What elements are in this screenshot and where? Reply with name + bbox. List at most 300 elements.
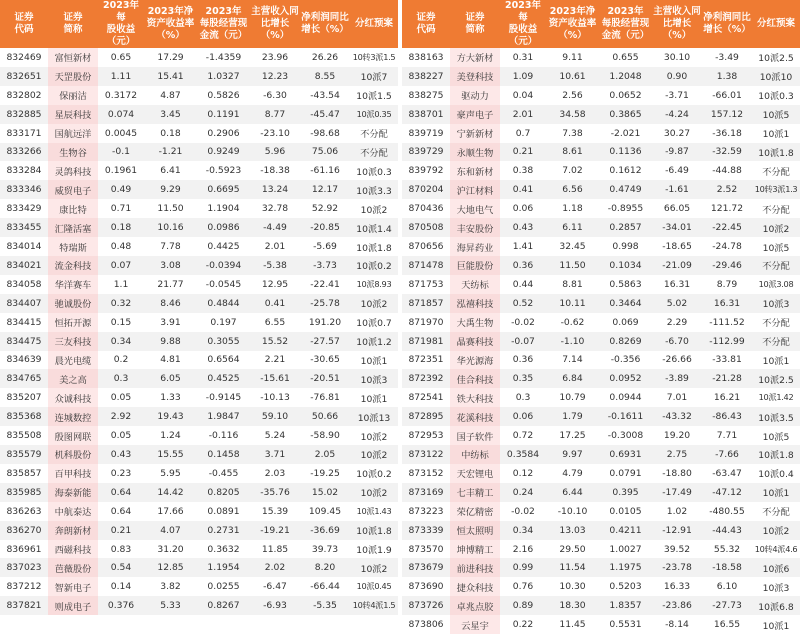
cell-eps: 0.3 (515, 392, 531, 404)
cell-cash-flow: 0.0952 (599, 369, 652, 388)
cell-roe: 12.85 (144, 558, 197, 577)
cell-profit-growth: -18.58 (702, 558, 752, 577)
cell-revenue-growth: -10.13 (260, 392, 290, 404)
cell-cash-flow: 0.0652 (609, 89, 642, 101)
cell-eps: 0.71 (110, 203, 132, 215)
column-header-profit-growth (702, 0, 752, 48)
cell-roe: 13.03 (546, 521, 599, 540)
cell-profit-growth: -44.88 (712, 165, 742, 177)
cell-roe: 3.45 (144, 105, 197, 124)
cell-revenue-growth: -8.14 (665, 619, 689, 631)
cell-revenue-growth: 23.96 (261, 51, 289, 63)
cell-profit-growth: 16.31 (702, 294, 752, 313)
cell-code: 833284 (6, 165, 42, 177)
table-row (402, 558, 800, 577)
cell-roe: 29.50 (559, 543, 586, 555)
cell-profit-growth: -63.47 (712, 467, 742, 479)
cell-cash-flow: 0.4211 (599, 521, 652, 540)
cell-dividend-plan: 10派3 (752, 294, 800, 313)
cell-code: 832802 (6, 89, 42, 101)
cell-dividend-plan: 10派1.43 (356, 505, 392, 516)
cell-cash-flow: -0.8955 (607, 203, 644, 215)
cell-cash-flow: 0.5203 (609, 581, 642, 593)
cell-profit-growth: 7.71 (716, 430, 738, 442)
cell-profit-growth: 39.73 (311, 543, 339, 555)
cell-name: 华光源海 (450, 351, 500, 370)
column-header-line: 金流（元） (601, 30, 650, 41)
cell-code: 873806 (408, 619, 444, 631)
cell-roe: 3.82 (160, 581, 181, 593)
cell-profit-growth: 6.10 (716, 581, 738, 593)
table-row (402, 256, 800, 275)
cell-profit-growth: -30.65 (310, 354, 340, 366)
cell-eps: 0.05 (110, 392, 132, 404)
cell-eps: 1.11 (98, 67, 144, 86)
cell-roe: 10.79 (559, 392, 586, 404)
cell-cash-flow: 0.8205 (197, 483, 250, 502)
cell-dividend-plan: 10派2 (360, 431, 388, 443)
cell-code: 834475 (0, 332, 48, 351)
cell-eps: 0.54 (98, 558, 144, 577)
cell-code: 870508 (402, 218, 450, 237)
cell-revenue-growth: 16.31 (663, 278, 691, 290)
column-header-line: 2023年 (205, 6, 242, 17)
cell-profit-growth: -76.81 (310, 392, 340, 404)
cell-code: 836263 (6, 505, 42, 517)
cell-revenue-growth: -19.21 (250, 521, 300, 540)
cell-name: 永顺生物 (450, 143, 500, 162)
cell-name: 天罡股份 (48, 67, 98, 86)
cell-name: 捷众科技 (450, 577, 500, 596)
cell-roe: 6.11 (546, 218, 599, 237)
cell-dividend-plan: 10派0.3 (758, 91, 794, 103)
table-row (402, 180, 800, 199)
cell-dividend-plan: 10派1.8 (356, 242, 392, 254)
cell-profit-growth: -36.69 (300, 521, 350, 540)
table-row (402, 161, 800, 180)
cell-revenue-growth: -6.47 (263, 581, 287, 593)
cell-dividend-plan: 10派1 (762, 355, 790, 367)
cell-cash-flow: -0.1611 (599, 407, 652, 426)
table-header-row (402, 0, 800, 48)
cell-revenue-growth: -6.93 (250, 596, 300, 615)
cell-profit-growth: 8.55 (300, 67, 350, 86)
table-row (0, 369, 398, 388)
cell-roe: 2.56 (562, 89, 583, 101)
cell-code: 873169 (402, 483, 450, 502)
cell-name: 西磁科技 (48, 540, 98, 559)
column-header-line: （%） (662, 30, 692, 41)
cell-roe: 9.29 (144, 180, 197, 199)
cell-roe: 1.33 (160, 392, 181, 404)
cell-eps: 0.52 (500, 294, 546, 313)
cell-cash-flow: -0.0545 (205, 278, 242, 290)
column-header-profit-growth (300, 0, 350, 48)
cell-code: 872392 (402, 369, 450, 388)
cell-revenue-growth: 3.71 (250, 445, 300, 464)
cell-code: 834021 (0, 256, 48, 275)
cell-eps: 0.3584 (500, 445, 546, 464)
cell-name: 保丽洁 (48, 86, 98, 105)
cell-revenue-growth: -3.89 (652, 369, 702, 388)
column-header-line: （元） (508, 36, 538, 47)
column-header-line: 股收益 (508, 24, 538, 35)
cell-profit-growth: 55.32 (713, 543, 741, 555)
cell-profit-growth: -66.44 (310, 581, 340, 593)
table-row (402, 275, 800, 294)
cell-code: 870656 (408, 241, 444, 253)
cell-eps: 0.76 (512, 581, 534, 593)
cell-roe: 11.50 (157, 203, 184, 215)
cell-name: 百甲科技 (48, 464, 98, 483)
table-row (402, 313, 800, 332)
cell-eps: 0.21 (98, 521, 144, 540)
cell-roe: 31.20 (157, 543, 184, 555)
cell-profit-growth: -27.57 (300, 332, 350, 351)
cell-profit-growth: 52.92 (311, 203, 339, 215)
cell-cash-flow: 0.4525 (197, 369, 250, 388)
table-row (0, 313, 398, 332)
cell-code: 872351 (408, 354, 444, 366)
column-header-cash-flow (197, 0, 250, 48)
cell-roe: 8.81 (562, 278, 583, 290)
cell-code: 872953 (408, 430, 444, 442)
cell-name: 晶赛科技 (450, 332, 500, 351)
table-row (0, 161, 398, 180)
cell-revenue-growth: 30.10 (663, 51, 691, 63)
table-row (0, 48, 398, 67)
cell-roe: 32.45 (559, 241, 586, 253)
cell-revenue-growth: 5.24 (264, 430, 286, 442)
cell-roe: 1.18 (562, 203, 583, 215)
cell-cash-flow: 0.5826 (207, 89, 240, 101)
cell-roe: 3.08 (144, 256, 197, 275)
cell-roe: 10.11 (546, 294, 599, 313)
column-header-line: 代码 (416, 24, 436, 35)
cell-code: 872895 (402, 407, 450, 426)
cell-name: 铁大科技 (450, 388, 500, 407)
cell-roe: 4.81 (160, 354, 181, 366)
table-row (402, 351, 800, 370)
cell-eps: 0.3 (98, 369, 144, 388)
cell-name: 国航远洋 (48, 124, 98, 143)
cell-revenue-growth: -6.30 (263, 89, 287, 101)
cell-eps: 0.35 (500, 369, 546, 388)
cell-code: 832885 (0, 105, 48, 124)
cell-dividend-plan: 10派1 (762, 620, 790, 632)
cell-code: 834014 (6, 241, 42, 253)
column-header-line: 分红预案 (354, 18, 393, 29)
cell-name: 美登科技 (450, 67, 500, 86)
cell-dividend-plan: 10派0.7 (356, 318, 392, 330)
cell-dividend-plan: 10派1.2 (350, 332, 398, 351)
table-row (402, 67, 800, 86)
cell-profit-growth: -27.73 (702, 596, 752, 615)
cell-eps: 0.36 (512, 354, 534, 366)
column-header-eps (500, 0, 546, 48)
cell-revenue-growth: 11.85 (261, 543, 289, 555)
cell-name: 特瑞斯 (48, 237, 98, 256)
table-row (0, 540, 398, 559)
cell-eps: 0.0045 (104, 127, 138, 139)
cell-name: 芭薇股份 (48, 558, 98, 577)
cell-code: 837821 (0, 596, 48, 615)
cell-cash-flow: 0.5863 (609, 278, 642, 290)
cell-revenue-growth: -18.38 (260, 165, 290, 177)
cell-profit-growth: -61.16 (310, 165, 340, 177)
cell-code: 870204 (402, 180, 450, 199)
table-row (402, 445, 800, 464)
column-header-line: 简称 (465, 24, 485, 35)
table-row (0, 577, 398, 596)
cell-eps: 0.05 (110, 430, 132, 442)
table-row (0, 275, 398, 294)
cell-eps: 0.65 (110, 51, 132, 63)
cell-roe: 17.66 (157, 505, 184, 517)
cell-profit-growth: 2.52 (702, 180, 752, 199)
cell-name: 威贸电子 (48, 180, 98, 199)
cell-cash-flow: 0.9249 (197, 143, 250, 162)
cell-revenue-growth: -1.61 (652, 180, 702, 199)
cell-roe: 7.38 (562, 127, 583, 139)
column-header-name (450, 0, 500, 48)
cell-eps: 0.44 (512, 278, 534, 290)
cell-dividend-plan: 10派1.8 (350, 521, 398, 540)
cell-revenue-growth: -6.49 (665, 165, 689, 177)
cell-eps: 0.34 (500, 521, 546, 540)
cell-roe: 11.45 (559, 619, 586, 631)
cell-name: 连城数控 (48, 407, 98, 426)
cell-cash-flow: 1.1975 (599, 558, 652, 577)
cell-eps: -0.02 (511, 316, 535, 328)
cell-profit-growth: -7.66 (702, 445, 752, 464)
cell-code: 873679 (402, 558, 450, 577)
table-row (0, 351, 398, 370)
cell-cash-flow: -0.455 (208, 467, 239, 479)
table-row (0, 67, 398, 86)
cell-eps: 0.83 (110, 543, 132, 555)
cell-eps: 0.48 (110, 241, 132, 253)
cell-dividend-plan: 10派1 (360, 393, 388, 405)
table-row (0, 483, 398, 502)
cell-dividend-plan: 10派2 (350, 294, 398, 313)
column-header-code (402, 0, 450, 48)
cell-code: 873726 (402, 596, 450, 615)
cell-profit-growth: -3.73 (300, 256, 350, 275)
table-row (402, 369, 800, 388)
cell-eps: 1.09 (500, 67, 546, 86)
cell-cash-flow: 0.069 (612, 316, 639, 328)
cell-code: 872541 (408, 392, 444, 404)
cell-roe: 34.58 (546, 105, 599, 124)
column-header-line: 主营收入同 (251, 6, 299, 17)
column-header-line: 主营收入同 (653, 6, 701, 17)
cell-profit-growth: -86.43 (702, 407, 752, 426)
cell-dividend-plan: 10派5 (762, 242, 790, 254)
cell-roe: 7.14 (562, 354, 583, 366)
cell-name: 则成电子 (48, 596, 98, 615)
dividend-table-left (0, 0, 398, 615)
cell-revenue-growth: -21.09 (652, 256, 702, 275)
cell-dividend-plan: 10转3派1.3 (752, 180, 800, 199)
cell-roe: 4.79 (562, 467, 583, 479)
cell-cash-flow: 1.0327 (197, 67, 250, 86)
cell-roe: 9.11 (562, 51, 583, 63)
table-row (0, 332, 398, 351)
cell-profit-growth: -20.51 (300, 369, 350, 388)
cell-eps: 0.15 (110, 316, 132, 328)
cell-dividend-plan: 10派0.35 (350, 105, 398, 124)
cell-revenue-growth: 16.33 (663, 581, 691, 593)
cell-code: 839729 (402, 143, 450, 162)
cell-cash-flow: 1.0027 (609, 543, 642, 555)
cell-dividend-plan: 不分配 (752, 332, 800, 351)
cell-name: 海泰新能 (48, 483, 98, 502)
cell-dividend-plan: 10派0.2 (356, 469, 392, 481)
table-row (0, 596, 398, 615)
cell-profit-growth: -33.81 (712, 354, 742, 366)
cell-name: 丰安股份 (450, 218, 500, 237)
cell-name: 美之高 (48, 369, 98, 388)
cell-profit-growth: 15.02 (300, 483, 350, 502)
cell-roe: 4.87 (160, 89, 181, 101)
cell-dividend-plan: 不分配 (752, 256, 800, 275)
cell-revenue-growth: 12.95 (261, 278, 289, 290)
table-row (402, 502, 800, 521)
cell-profit-growth: 1.38 (702, 67, 752, 86)
cell-cash-flow: 0.3464 (599, 294, 652, 313)
column-header-name (48, 0, 98, 48)
cell-dividend-plan: 10派13 (350, 407, 398, 426)
cell-name: 流金科技 (48, 256, 98, 275)
cell-revenue-growth: -9.87 (652, 143, 702, 162)
cell-revenue-growth: 0.41 (250, 294, 300, 313)
column-header-line: 证券 (465, 12, 485, 23)
cell-revenue-growth: -35.76 (250, 483, 300, 502)
cell-eps: 0.41 (500, 180, 546, 199)
cell-cash-flow: 0.1191 (197, 105, 250, 124)
table-row (402, 237, 800, 256)
cell-dividend-plan: 10派0.3 (356, 166, 392, 178)
cell-name: 大地电气 (450, 199, 500, 218)
cell-code: 835857 (6, 467, 42, 479)
table-row (402, 596, 800, 615)
cell-name: 七丰精工 (450, 483, 500, 502)
cell-name: 中纺标 (450, 445, 500, 464)
table-row (0, 464, 398, 483)
cell-eps: 0.89 (500, 596, 546, 615)
dividend-table-right (402, 0, 800, 634)
cell-code: 838227 (402, 67, 450, 86)
cell-cash-flow: 0.0255 (207, 581, 240, 593)
cell-eps: 0.074 (98, 105, 144, 124)
cell-revenue-growth: -34.01 (652, 218, 702, 237)
cell-dividend-plan: 10派1.42 (758, 392, 794, 403)
cell-dividend-plan: 10派2 (350, 483, 398, 502)
cell-profit-growth: -22.45 (702, 218, 752, 237)
table-row (0, 407, 398, 426)
cell-code: 832651 (0, 67, 48, 86)
cell-eps: 0.64 (110, 505, 132, 517)
cell-eps: 0.34 (98, 332, 144, 351)
cell-name: 晨光电缆 (48, 351, 98, 370)
column-header-line: 每股经营现 (199, 18, 248, 29)
cell-name: 恒太照明 (450, 521, 500, 540)
cell-code: 871857 (402, 294, 450, 313)
cell-eps: 0.22 (512, 619, 534, 631)
table-row (402, 48, 800, 67)
cell-revenue-growth: 19.20 (663, 430, 691, 442)
cell-dividend-plan: 不分配 (762, 166, 790, 178)
cell-cash-flow: 0.655 (612, 51, 639, 63)
table-row (0, 86, 398, 105)
cell-cash-flow: 0.1034 (599, 256, 652, 275)
cell-name: 机科股份 (48, 445, 98, 464)
table-row (0, 445, 398, 464)
table-row (0, 199, 398, 218)
cell-name: 天纺标 (450, 275, 500, 294)
cell-name: 殷图网联 (48, 426, 98, 445)
cell-cash-flow: 1.8357 (599, 596, 652, 615)
cell-profit-growth: -43.54 (310, 89, 340, 101)
cell-cash-flow: 0.0944 (609, 392, 642, 404)
cell-cash-flow: -0.0394 (197, 256, 250, 275)
column-header-line: 每股经营现 (601, 18, 650, 29)
cell-roe: 10.61 (546, 67, 599, 86)
cell-roe: 17.29 (157, 51, 184, 63)
cell-eps: 0.99 (500, 558, 546, 577)
cell-roe: 7.02 (562, 165, 583, 177)
cell-profit-growth: -29.46 (702, 256, 752, 275)
cell-revenue-growth: 30.27 (663, 127, 691, 139)
cell-roe: 6.84 (546, 369, 599, 388)
cell-roe: -0.62 (560, 316, 585, 328)
cell-cash-flow: -0.116 (208, 430, 239, 442)
column-header-line: 证券 (14, 12, 34, 23)
cell-cash-flow: -1.4359 (205, 51, 242, 63)
cell-code: 833429 (6, 203, 42, 215)
cell-revenue-growth: 2.01 (264, 241, 286, 253)
cell-roe: 1.24 (160, 430, 181, 442)
column-header-line: （%） (558, 30, 587, 41)
column-header-cash-flow (599, 0, 652, 48)
column-header-line: 金流（元） (199, 30, 248, 41)
cell-dividend-plan: 10转3派1.5 (352, 51, 396, 62)
cell-revenue-growth: 32.78 (261, 203, 289, 215)
cell-roe: 7.78 (160, 241, 181, 253)
cell-name: 花溪科技 (450, 407, 500, 426)
cell-cash-flow: 0.0105 (609, 505, 642, 517)
cell-eps: 0.376 (98, 596, 144, 615)
cell-roe: 5.33 (144, 596, 197, 615)
cell-name: 奔朗新材 (48, 521, 98, 540)
cell-revenue-growth: 66.05 (663, 203, 691, 215)
cell-revenue-growth: 7.01 (666, 392, 688, 404)
cell-code: 835207 (6, 392, 42, 404)
cell-profit-growth: -21.28 (702, 369, 752, 388)
cell-eps: 0.43 (98, 445, 144, 464)
cell-code: 833266 (0, 143, 48, 162)
cell-revenue-growth: 6.55 (264, 316, 286, 328)
table-row (402, 483, 800, 502)
cell-cash-flow: 0.998 (612, 241, 639, 253)
cell-name: 生物谷 (48, 143, 98, 162)
table-row (402, 521, 800, 540)
cell-revenue-growth: 8.77 (250, 105, 300, 124)
cell-cash-flow: 1.1904 (207, 203, 240, 215)
cell-profit-growth: 8.20 (300, 558, 350, 577)
table-row (0, 124, 398, 143)
